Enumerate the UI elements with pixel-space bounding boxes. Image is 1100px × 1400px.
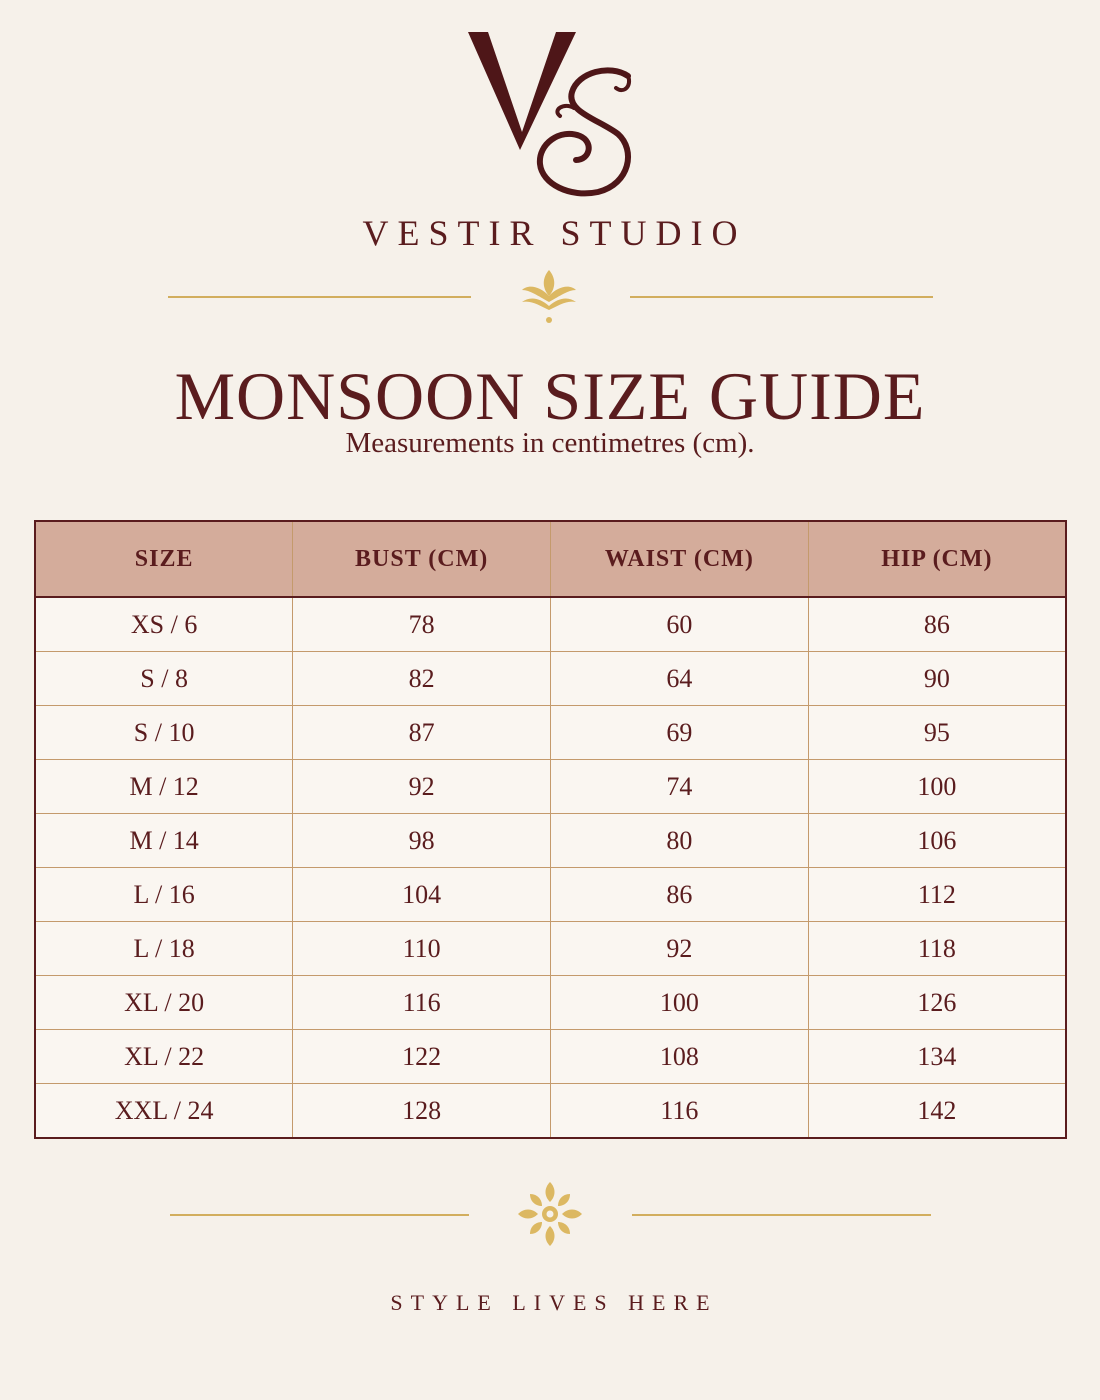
cell-hip: 134 <box>808 1030 1066 1084</box>
cell-waist: 69 <box>551 706 809 760</box>
cell-size: L / 18 <box>35 922 293 976</box>
cell-size: L / 16 <box>35 868 293 922</box>
cell-waist: 116 <box>551 1084 809 1139</box>
cell-bust: 98 <box>293 814 551 868</box>
cell-waist: 60 <box>551 597 809 652</box>
tagline: STYLE LIVES HERE <box>390 1290 718 1315</box>
cell-bust: 92 <box>293 760 551 814</box>
brand-name: VESTIR STUDIO <box>362 213 747 253</box>
bottom-divider-right <box>632 1214 931 1216</box>
cell-bust: 110 <box>293 922 551 976</box>
bottom-divider-left <box>170 1214 469 1216</box>
floral-medallion-icon <box>514 1178 586 1250</box>
table-row <box>35 922 1066 976</box>
cell-size: S / 10 <box>35 706 293 760</box>
cell-waist: 100 <box>551 976 809 1030</box>
cell-size: S / 8 <box>35 652 293 706</box>
page-subtitle: Measurements in centimetres (cm). <box>345 427 755 459</box>
cell-hip: 95 <box>808 706 1066 760</box>
cell-waist: 64 <box>551 652 809 706</box>
vs-monogram-logo <box>460 28 640 200</box>
cell-waist: 108 <box>551 1030 809 1084</box>
cell-waist: 80 <box>551 814 809 868</box>
cell-bust: 122 <box>293 1030 551 1084</box>
table-row <box>35 760 1066 814</box>
cell-waist: 86 <box>551 868 809 922</box>
cell-hip: 126 <box>808 976 1066 1030</box>
cell-hip: 142 <box>808 1084 1066 1139</box>
table-row <box>35 814 1066 868</box>
header-hip: HIP (CM) <box>808 521 1066 597</box>
header-size: SIZE <box>35 521 293 597</box>
cell-bust: 82 <box>293 652 551 706</box>
top-divider-right <box>630 296 933 298</box>
cell-bust: 87 <box>293 706 551 760</box>
cell-size: M / 12 <box>35 760 293 814</box>
cell-bust: 78 <box>293 597 551 652</box>
lotus-flourish-icon <box>518 266 580 326</box>
cell-hip: 118 <box>808 922 1066 976</box>
table-row <box>35 868 1066 922</box>
table-row <box>35 1030 1066 1084</box>
table-header-row <box>35 521 1066 597</box>
cell-size: M / 14 <box>35 814 293 868</box>
cell-hip: 106 <box>808 814 1066 868</box>
cell-size: XL / 20 <box>35 976 293 1030</box>
cell-bust: 104 <box>293 868 551 922</box>
cell-waist: 92 <box>551 922 809 976</box>
header-waist: WAIST (CM) <box>551 521 809 597</box>
cell-bust: 128 <box>293 1084 551 1139</box>
cell-hip: 100 <box>808 760 1066 814</box>
page-title: MONSOON SIZE GUIDE <box>174 358 926 434</box>
cell-hip: 90 <box>808 652 1066 706</box>
cell-size: XXL / 24 <box>35 1084 293 1139</box>
top-divider-left <box>168 296 471 298</box>
cell-bust: 116 <box>293 976 551 1030</box>
cell-waist: 74 <box>551 760 809 814</box>
table-row <box>35 976 1066 1030</box>
cell-hip: 86 <box>808 597 1066 652</box>
cell-size: XL / 22 <box>35 1030 293 1084</box>
header-bust: BUST (CM) <box>293 521 551 597</box>
table-row <box>35 706 1066 760</box>
table-row <box>35 652 1066 706</box>
table-row <box>35 1084 1066 1139</box>
size-table <box>34 520 1067 1139</box>
cell-size: XS / 6 <box>35 597 293 652</box>
table-row <box>35 597 1066 652</box>
cell-hip: 112 <box>808 868 1066 922</box>
